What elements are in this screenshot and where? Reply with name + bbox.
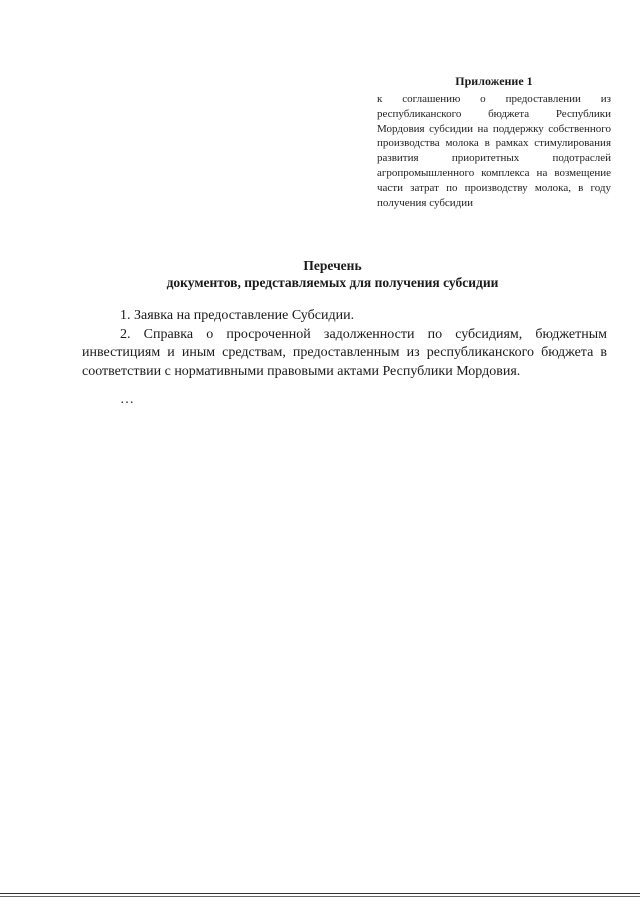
appendix-description: к соглашению о предоставлении из республиканского бюджета Республики Мордовия субсидии на поддержку собственного производства молока в рамках стимулирования развития приоритетных подотраслей агропромышленного комплекса на возмещение части затрат по производству молока, в году получения субсидии <box>377 93 611 209</box>
appendix-header <box>377 74 611 210</box>
heading-title: Перечень <box>303 258 362 273</box>
list-item: 2. Справка о просроченной задолженности по субсидиям, бюджетным инвестициям и иным средствам, предоставленным из республиканского бюджета в соответствии с нормативными правовыми актами Республики Мордовия. <box>82 326 607 379</box>
ellipsis-marker: … <box>120 392 134 407</box>
footer-divider <box>0 893 640 894</box>
document-list <box>82 307 607 410</box>
footer-divider <box>0 896 640 897</box>
document-heading <box>80 257 585 291</box>
list-item: 1. Заявка на предоставление Субсидии. <box>120 308 355 323</box>
heading-subtitle: документов, представляемых для получения субсидии <box>166 275 499 290</box>
appendix-title: Приложение 1 <box>455 74 533 88</box>
